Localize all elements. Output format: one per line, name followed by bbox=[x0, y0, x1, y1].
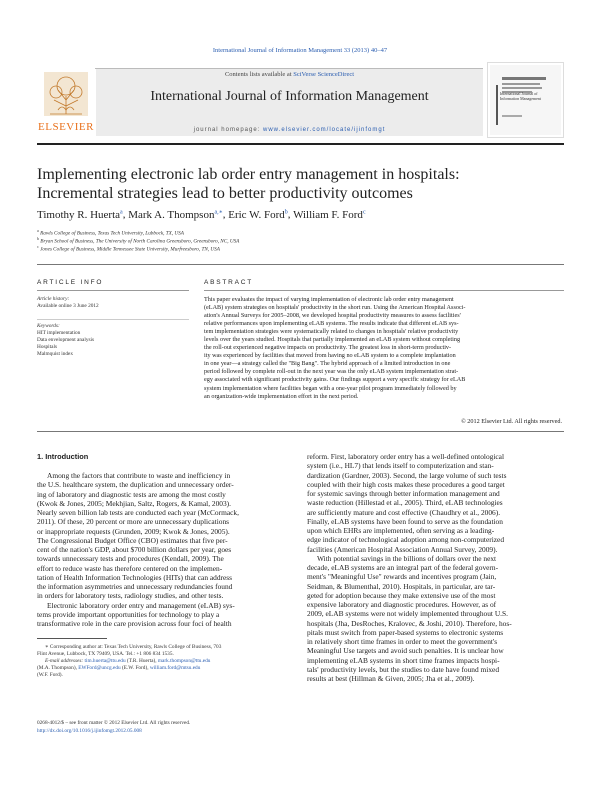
body-right-column bbox=[307, 452, 564, 683]
body-text-line: edge indicator of technological adoption among non-computerized bbox=[307, 535, 505, 545]
body-text-line: reform. First, laboratory order entry has a well-defined ontological bbox=[307, 452, 505, 461]
journal-title: International Journal of Information Management bbox=[150, 89, 429, 104]
body-text-line: effort to reduce waste has therefore centered on the implemen- bbox=[37, 563, 223, 573]
body-text-line: The Congressional Budget Office (CBO) estimates that five per- bbox=[37, 535, 228, 545]
footnote-block bbox=[37, 644, 293, 679]
article-info-heading: ARTICLE INFO bbox=[37, 279, 104, 286]
body-text-line: facilities (American Hospital Association Annual Survey, 2009). bbox=[307, 544, 498, 554]
body-text-line: upon which EHRs are implemented, often serving as a leading- bbox=[307, 526, 495, 535]
article-title-line-1: Implementing electronic lab order entry management in hospitals: bbox=[37, 166, 460, 183]
footnote-line: (W.F. Ford). bbox=[37, 672, 63, 678]
body-text-line: are sufficiently mature and cost effective (Chaudhry et al., 2006). bbox=[307, 507, 501, 517]
article-info-rule bbox=[37, 290, 189, 291]
body-text-line: Meaningful Use targets and avoid such penalties. It is unclear how bbox=[307, 646, 504, 656]
body-text-line: Among the factors that contribute to waste and inefficiency in bbox=[47, 471, 231, 480]
body-text-line: pitals must switch from paper-based systems to electronic systems bbox=[307, 627, 504, 637]
journal-homepage bbox=[96, 127, 483, 133]
body-text-line: in relatively short time frames in order to meet the government's bbox=[307, 637, 498, 646]
body-text-line: Electronic laboratory order entry and management (eLAB) sys- bbox=[47, 600, 235, 610]
abstract-heading: ABSTRACT bbox=[204, 279, 254, 286]
affiliation: $^b$ Bryan School of Business, The University of North Carolina Greensboro, Greensboro, NC, USA bbox=[37, 236, 240, 245]
body-text-line: 2011). Of these, 20 percent or more are unnecessary duplications bbox=[37, 517, 230, 527]
body-text-line: (Kwok & Jones, 2005; Mekhjian, Saltz, Rogers, & Kamal, 2003). bbox=[37, 498, 231, 508]
keyword: Malmquist index bbox=[37, 351, 74, 357]
body-text-line: transformative role in the care provision across four foci of health bbox=[37, 619, 232, 628]
publisher-logo-text: ELSEVIER bbox=[38, 121, 94, 133]
body-text-line: implementing eLAB systems in short time frames impacts hospi- bbox=[307, 655, 500, 665]
body-text-line: tation of Health Information Technologies (HITs) that can address bbox=[37, 572, 233, 582]
footnote-email-line: (M.A. Thompson), EWFord@uncg.edu (E.W. Ford), william.ford@mtsu.edu bbox=[37, 665, 201, 671]
history-keywords-rule bbox=[37, 319, 189, 320]
contents-availability bbox=[96, 71, 483, 78]
body-left-column bbox=[37, 471, 293, 628]
footnote-rule bbox=[37, 638, 107, 639]
body-text-line: With potential savings in the billions of dollars over the next bbox=[317, 553, 497, 563]
body-text-line: hospitals (Jha, DesRoches, Kralovec, & Joshi, 2010). Therefore, hos- bbox=[307, 618, 512, 628]
body-text-line: in orders for laboratory tests, radiology studies, and other tests. bbox=[37, 591, 224, 601]
keyword: HIT implementation bbox=[37, 330, 81, 336]
body-text-line: the information asymmetries and unnecessary redundancies found bbox=[37, 582, 233, 591]
affiliation: $^c$ Jones College of Business, Middle Tennessee State University, Murfreesboro, TN, USA bbox=[37, 244, 220, 253]
body-text-line: 2009, eLAB systems were not widely implemented throughout U.S. bbox=[307, 609, 508, 619]
body-text-line: expensive laboratory and diagnostic procedures. However, as of bbox=[307, 600, 497, 609]
doi-link[interactable]: http://dx.doi.org/10.1016/j.ijinfomgt.2012.05.008 bbox=[37, 727, 142, 734]
header-bottom-rule bbox=[37, 143, 564, 145]
abstract-body: This paper evaluates the impact of varying implementation of electronic lab order entry management (eLAB) system strategies on hospitals' productivity in the short run. Using the American Hospital Associ- ation's Annual Surveys for 2005–2008, we developed hospital productivity measures to assess facilities' relative performances upon implementing eLAB systems. The results indicate that different eLAB sys- tem implementation strategies were systematically related to changes in hospitals' relative productivity levels over the years studied. Hospitals that partially implemented an eLAB system without completing the roll-out experienced negative impacts on productivity. The greatest loss in short-term productiv- ity was experienced by facilities that moved from having no eLAB system to a complete implantation in one year—a strategy called the "Big Bang". The hybrid approach of a limited introduction in one period followed by complete roll-out in the next year was the only eLAB system implementation strat- egy associated with significant productivity gains. Our findings support a very specific strategy for eLAB system implementation where facilities began with a one-year pilot program immediately followed by an organization-wide implementation effort in the next period. bbox=[204, 296, 466, 400]
body-text-line: Seidman, & Blumenthal, 2010). Hospitals, in particular, are tar- bbox=[307, 581, 496, 591]
body-text-line: decade, eLAB systems are an integral part of the federal govern- bbox=[307, 563, 499, 572]
sciencedirect-link[interactable]: SciVerse ScienceDirect bbox=[293, 71, 355, 78]
body-text-line: or inappropriate requests (Grunden, 2009; Kwok & Jones, 2005). bbox=[37, 526, 230, 536]
history-label: Article history: bbox=[37, 296, 70, 302]
author[interactable]: Eric W. Ford$^b$ bbox=[228, 208, 288, 221]
abstract-rule bbox=[204, 290, 564, 291]
keywords-label: Keywords: bbox=[37, 323, 60, 329]
section-top-rule bbox=[37, 264, 564, 265]
author[interactable]: Timothy R. Huerta$^a$ bbox=[37, 208, 123, 221]
body-text-line: Finally, eLAB systems have been found to serve as the foundation bbox=[307, 516, 503, 526]
author-list: Timothy R. Huerta$^a$, Mark A. Thompson$^{a,∗}$, Eric W. Ford$^b$, William F. Ford$^c$ bbox=[37, 208, 366, 221]
body-text-line: system (i.e., HL7) that lends itself to computerization and stan- bbox=[307, 461, 494, 471]
cover-title-text: International Journal of Information Management bbox=[500, 91, 541, 101]
keyword: Data envelopment analysis bbox=[37, 337, 95, 343]
body-text-line: ing of laboratory and diagnostic tests are among the most costly bbox=[37, 489, 226, 499]
article-history bbox=[37, 296, 189, 310]
body-text-line: tals' productivity levels, but the studies to date have found mixed bbox=[307, 664, 500, 674]
body-text-line: ment's "Meaningful Use" rewards and incentives program (Jain, bbox=[307, 572, 497, 582]
contents-prefix: Contents lists available at bbox=[224, 71, 294, 78]
affiliation: $^a$ Rawls College of Business, Texas Tech University, Lubbock, TX, USA bbox=[37, 228, 184, 237]
footnote-line: ∗ Corresponding author at: Texas Tech University, Rawls College of Business, 703 bbox=[45, 644, 222, 650]
homepage-prefix: journal homepage: bbox=[193, 127, 263, 133]
publication-info bbox=[37, 720, 337, 735]
footnote-email-line: E-mail addresses: tim.huerta@ttu.edu (T.R. Huerta), mark.thompson@ttu.edu bbox=[45, 658, 211, 664]
body-text-line: tems provide important opportunities for technology to play a bbox=[37, 609, 220, 619]
history-value: Available online 3 June 2012 bbox=[37, 303, 99, 309]
keyword: Hospitals bbox=[37, 344, 58, 350]
body-text-line: for systemic savings through better information management and bbox=[307, 489, 500, 498]
journal-cover-thumbnail bbox=[487, 62, 564, 138]
body-text-line: coupled with their high costs makes these procedures a good target bbox=[307, 479, 505, 489]
section-bottom-rule bbox=[37, 431, 564, 432]
issn-line: 0268-4012/$ – see front matter © 2012 Elsevier Ltd. All rights reserved. bbox=[37, 720, 191, 726]
body-text-line: waste reduction (Hillestad et al., 2005). Third, eLAB technologies bbox=[307, 498, 503, 508]
author[interactable]: Mark A. Thompson$^{a,∗}$ bbox=[128, 208, 223, 221]
section-heading-introduction: 1. Introduction bbox=[37, 452, 89, 461]
body-text-line: the U.S. healthcare system, the duplication and unnecessary order- bbox=[37, 480, 234, 490]
author[interactable]: William F. Ford$^c$ bbox=[293, 208, 366, 221]
body-text-line: geted for adoption because they make extensive use of the most bbox=[307, 590, 496, 600]
keywords-block bbox=[37, 323, 189, 358]
body-text-line: cent of the nation's GDP, about $700 billion dollars per year, goes bbox=[37, 545, 232, 554]
running-header[interactable]: International Journal of Information Management 33 (2013) 40–47 bbox=[212, 47, 388, 54]
body-text-line: Nearly seven billion lab tests are conducted each year (McCormack, bbox=[37, 508, 239, 517]
homepage-link[interactable]: www.elsevier.com/locate/ijinfomgt bbox=[263, 127, 386, 133]
article-title bbox=[37, 165, 564, 203]
footnote-line: Flint Avenue, Lubbock, TX 79409, USA. Tel.: +1 806 834 1535. bbox=[37, 651, 174, 657]
article-title-line-2: Incremental strategies lead to better productivity outcomes bbox=[37, 185, 413, 202]
copyright-notice: © 2012 Elsevier Ltd. All rights reserved. bbox=[461, 418, 562, 425]
body-text-line: dardization (Gardner, 2003). Second, the large volume of such tests bbox=[307, 470, 507, 480]
body-text-line: results at best (Hillman & Given, 2005; Jha et al., 2009). bbox=[307, 674, 475, 683]
body-text-line: towards unnecessary tests and procedures (Kendall, 2009). The bbox=[37, 554, 224, 564]
